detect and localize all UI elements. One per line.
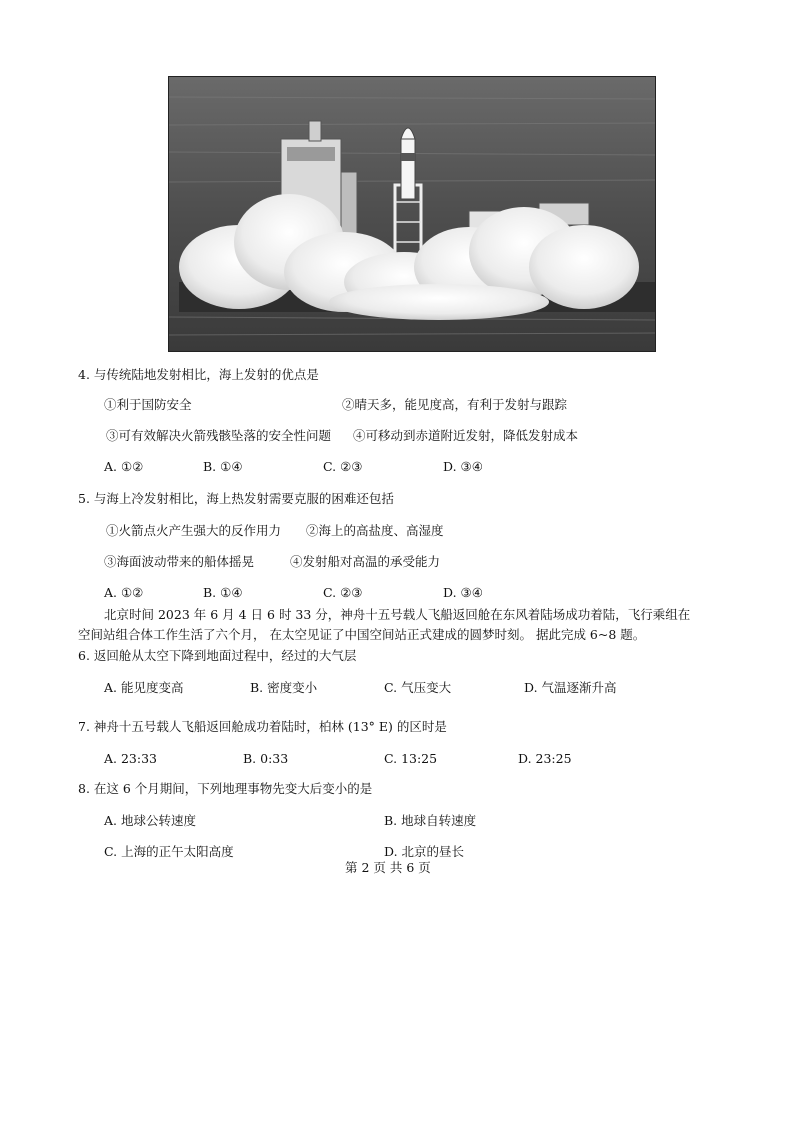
q7-stem: 7. 神舟十五号载人飞船返回舱成功着陆时，柏林 (13° E) 的区时是 (78, 719, 447, 734)
q4-choice-d: D. ③④ (443, 459, 483, 474)
q5-choice-a: A. ①② (104, 585, 144, 600)
q5-option-1: ①火箭点火产生强大的反作用力 (106, 523, 282, 538)
q5-choice-c: C. ②③ (323, 585, 363, 600)
page-footer: 第 2 页 共 6 页 (345, 860, 431, 875)
passage-line-2: 空间站组合体工作生活了六个月， 在太空见证了中国空间站正式建成的圆梦时刻。 据此完成 6~8 题。 (78, 627, 646, 642)
sea-launch-photo (168, 76, 656, 352)
q5-option-3: ③海面波动带来的船体摇晃 (104, 554, 255, 569)
q8-choice-b: B. 地球自转速度 (384, 813, 477, 828)
passage-line-1: 北京时间 2023 年 6 月 4 日 6 时 33 分，神舟十五号载人飞船返回舱在东风着陆场成功着陆，飞行乘组在 (104, 607, 691, 622)
q5-option-2: ②海上的高盐度、高湿度 (306, 523, 444, 538)
q5-stem: 5. 与海上冷发射相比，海上热发射需要克服的困难还包括 (78, 491, 394, 506)
q4-choice-c: C. ②③ (323, 459, 363, 474)
q4-option-4: ④可移动到赤道附近发射，降低发射成本 (353, 428, 579, 443)
q4-option-3: ③可有效解决火箭残骸坠落的安全性问题 (106, 428, 332, 443)
q4-option-2: ②晴天多，能见度高，有利于发射与跟踪 (342, 397, 568, 412)
q4-option-1: ①利于国防安全 (104, 397, 192, 412)
q4-stem: 4. 与传统陆地发射相比，海上发射的优点是 (78, 367, 319, 382)
q8-choice-c: C. 上海的正午太阳高度 (104, 844, 234, 859)
q7-choice-d: D. 23:25 (518, 751, 572, 766)
q5-option-4: ④发射船对高温的承受能力 (290, 554, 441, 569)
q4-choice-b: B. ①④ (203, 459, 243, 474)
q6-choice-a: A. 能见度变高 (104, 680, 184, 695)
q6-choice-c: C. 气压变大 (384, 680, 452, 695)
q8-choice-d: D. 北京的昼长 (384, 844, 465, 859)
q7-choice-a: A. 23:33 (104, 751, 157, 766)
q5-choice-b: B. ①④ (203, 585, 243, 600)
q4-choice-a: A. ①② (104, 459, 144, 474)
q8-choice-a: A. 地球公转速度 (104, 813, 196, 828)
q8-stem: 8. 在这 6 个月期间，下列地理事物先变大后变小的是 (78, 781, 373, 796)
q7-choice-b: B. 0:33 (243, 751, 289, 766)
q7-choice-c: C. 13:25 (384, 751, 438, 766)
q6-choice-b: B. 密度变小 (250, 680, 318, 695)
q6-stem: 6. 返回舱从太空下降到地面过程中，经过的大气层 (78, 648, 357, 663)
q5-choice-d: D. ③④ (443, 585, 483, 600)
q6-choice-d: D. 气温逐渐升高 (524, 680, 617, 695)
